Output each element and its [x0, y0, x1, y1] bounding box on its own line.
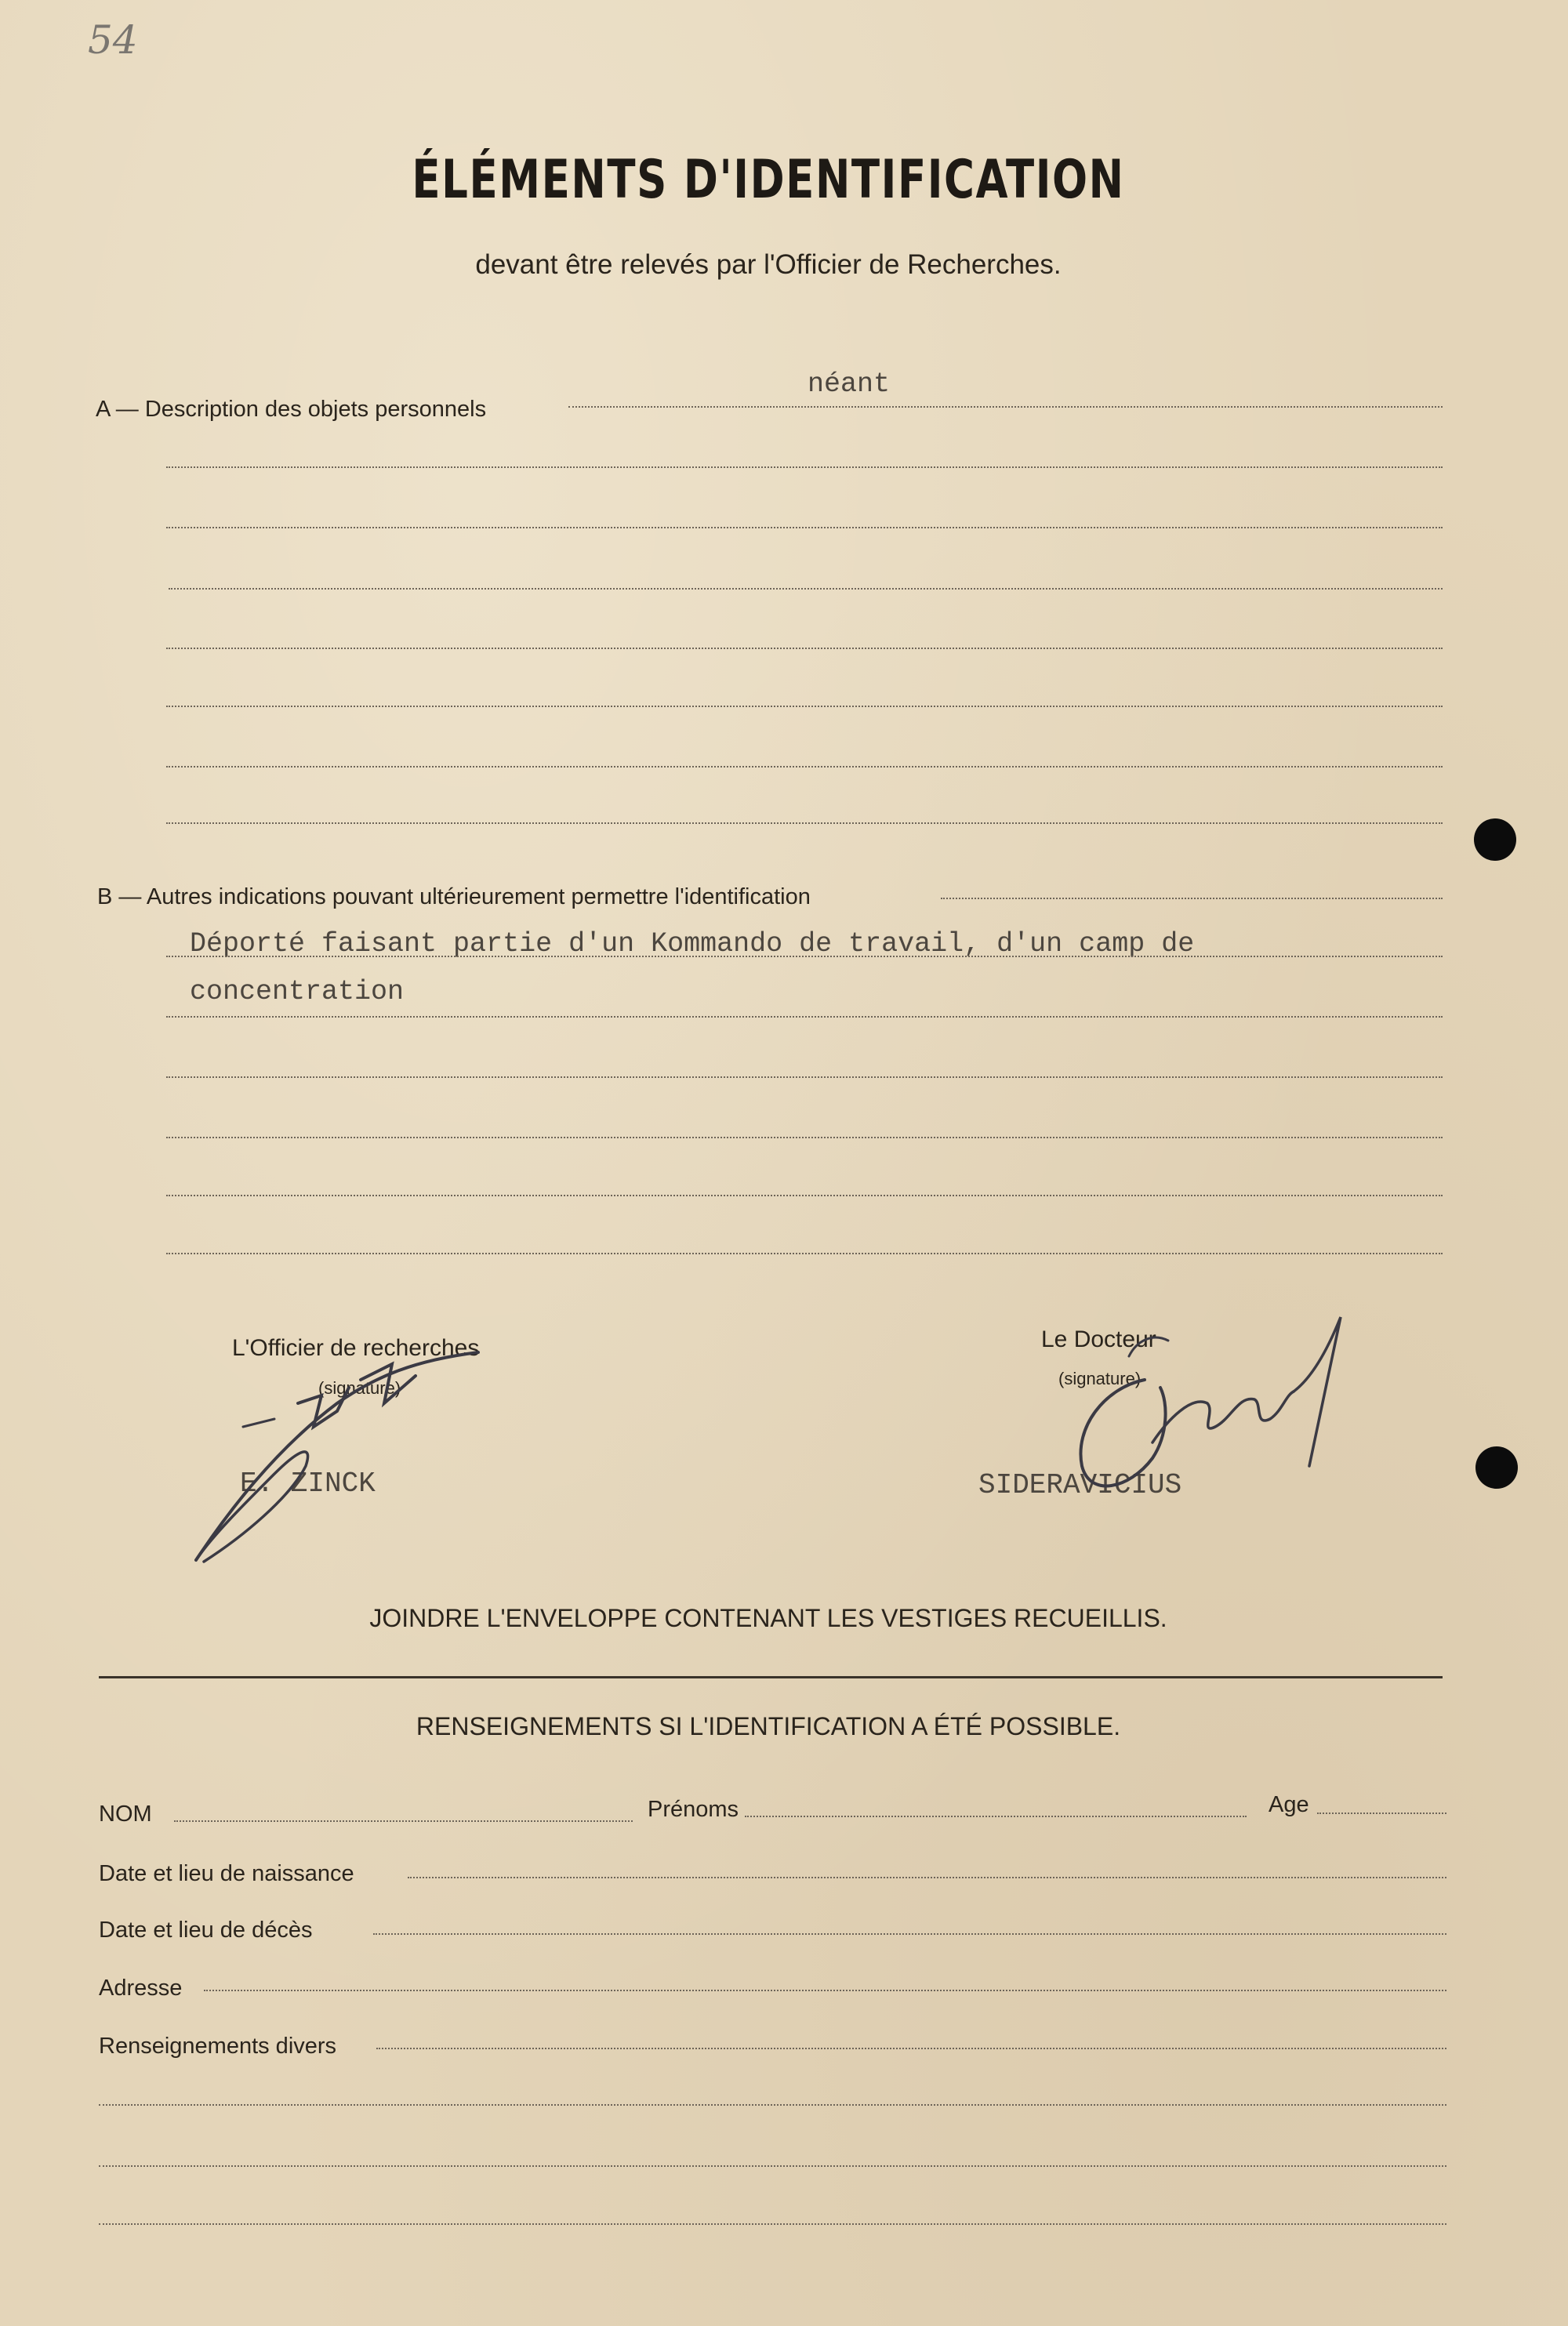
age-label: Age: [1269, 1792, 1309, 1817]
officer-signature-caption: (signature): [318, 1378, 401, 1398]
section-a-value: néant: [808, 368, 891, 400]
officer-label: L'Officier de recherches: [232, 1335, 480, 1361]
section-a-line: [166, 766, 1443, 767]
age-line: [1317, 1813, 1446, 1814]
section-a-line: [568, 406, 1443, 408]
section-a-line: [166, 822, 1443, 824]
section-b-line: [166, 1195, 1443, 1196]
form-subtitle: devant être relevés par l'Officier de Recherches.: [475, 249, 1062, 280]
misc-line: [99, 2104, 1446, 2106]
officer-signature: [180, 1333, 510, 1568]
section-b-line: [166, 1137, 1443, 1138]
nom-line: [174, 1820, 633, 1822]
death-label: Date et lieu de décès: [99, 1918, 313, 1943]
birth-label: Date et lieu de naissance: [99, 1861, 354, 1886]
section-a-line: [169, 588, 1443, 590]
officer-name: E. ZINCK: [240, 1468, 376, 1500]
section-b-line: [166, 1016, 1443, 1018]
section-b-line: [166, 1076, 1443, 1078]
doctor-name: SIDERAVICIUS: [978, 1469, 1182, 1501]
info-heading: RENSEIGNEMENTS SI L'IDENTIFICATION A ÉTÉ POSSIBLE.: [416, 1712, 1121, 1740]
section-a-line: [166, 706, 1443, 707]
section-a-label: A — Description des objets personnels: [96, 397, 487, 422]
section-a-line: [166, 648, 1443, 649]
punch-hole: [1474, 818, 1516, 861]
section-b-line: [941, 898, 1443, 899]
doctor-label: Le Docteur: [1041, 1326, 1156, 1352]
envelope-instruction: JOINDRE L'ENVELOPPE CONTENANT LES VESTIGES RECUEILLIS.: [369, 1604, 1167, 1632]
doctor-signature: [1058, 1309, 1356, 1513]
section-a-line: [166, 466, 1443, 468]
section-b-value-line1: Déporté faisant partie d'un Kommando de travail, d'un camp de: [190, 928, 1195, 960]
misc-line: [376, 2048, 1446, 2049]
birth-line: [408, 1877, 1446, 1878]
section-a-line: [166, 527, 1443, 528]
address-line: [204, 1990, 1446, 1991]
separator-line: [99, 1676, 1443, 1678]
prenoms-label: Prénoms: [648, 1797, 739, 1822]
punch-hole: [1475, 1446, 1518, 1489]
doctor-signature-caption: (signature): [1058, 1369, 1142, 1388]
section-b-label: B — Autres indications pouvant ultérieurement permettre l'identification: [97, 884, 811, 909]
prenoms-line: [745, 1816, 1247, 1817]
form-title: ÉLÉMENTS D'IDENTIFICATION: [412, 149, 1125, 211]
section-b-value-line2: concentration: [190, 976, 405, 1007]
nom-label: NOM: [99, 1802, 152, 1827]
misc-line: [99, 2165, 1446, 2167]
misc-label: Renseignements divers: [99, 2034, 337, 2059]
death-line: [373, 1933, 1446, 1935]
address-label: Adresse: [99, 1976, 183, 2001]
section-b-line: [166, 1253, 1443, 1254]
misc-line: [99, 2223, 1446, 2225]
archive-number: 54: [88, 17, 138, 63]
section-b-line: [166, 956, 1443, 957]
